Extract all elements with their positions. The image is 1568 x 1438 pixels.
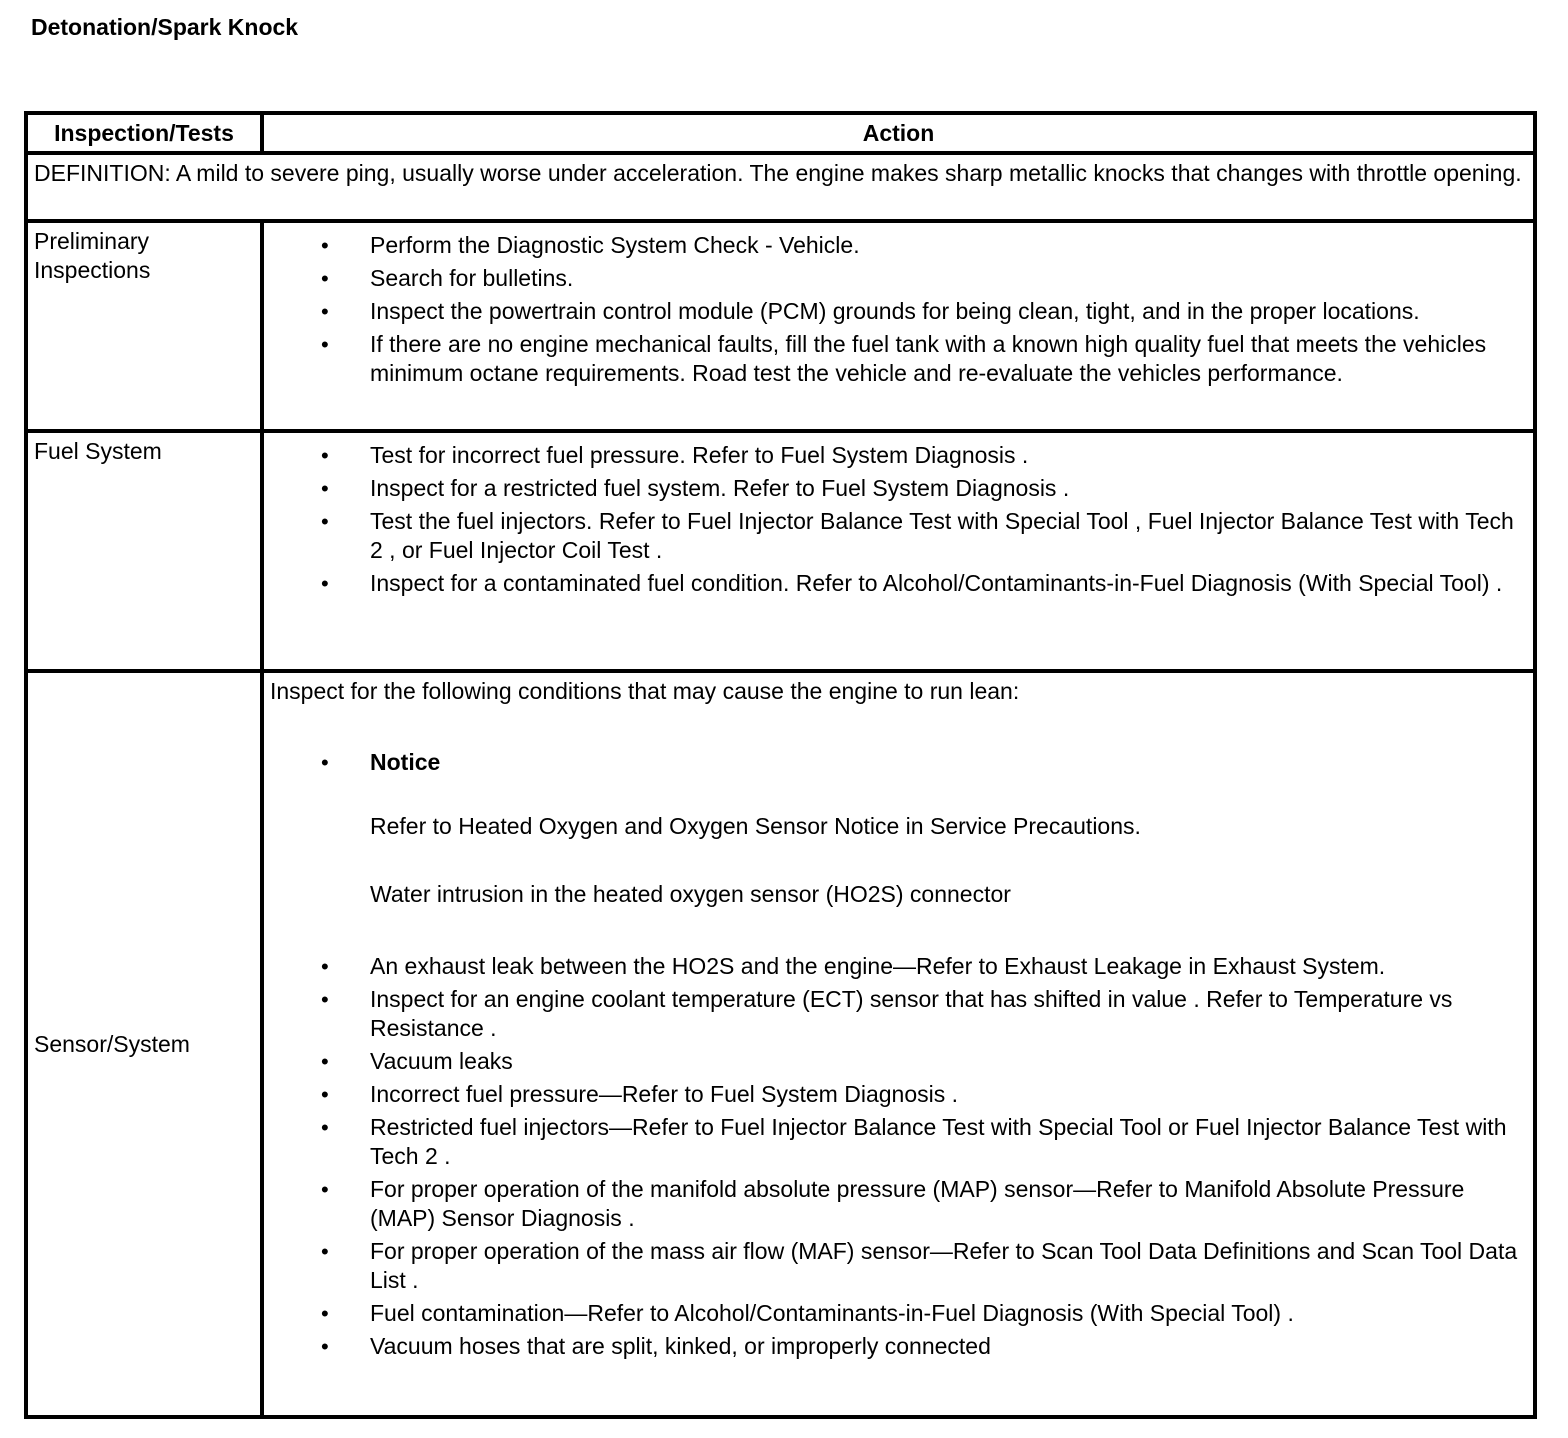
- list-item: • An exhaust leak between the HO2S and the engine—Refer to Exhaust Leakage in Exhaust System.: [321, 953, 1386, 979]
- list-item: • Test the fuel injectors. Refer to Fuel Injector Balance Test with Special Tool , Fuel Injector Balance Test with Tech 2 , or Fuel Injector Coil Test .: [321, 508, 1514, 563]
- bullet-icon: •: [321, 1239, 329, 1264]
- bullet-icon: •: [321, 443, 329, 468]
- bullet-icon: •: [321, 571, 329, 596]
- bullet-icon: •: [321, 476, 329, 501]
- bullet-icon: •: [321, 509, 329, 534]
- list-item: • Incorrect fuel pressure—Refer to Fuel System Diagnosis .: [321, 1081, 959, 1107]
- bullet-icon: •: [321, 1334, 329, 1359]
- notice-detail: Water intrusion in the heated oxygen sensor (HO2S) connector: [370, 881, 1011, 907]
- preliminary-actions: [262, 221, 1535, 431]
- definition-row: [26, 153, 1535, 221]
- bullet-icon: •: [321, 1049, 329, 1074]
- header-inspection-tests: Inspection/Tests: [26, 113, 262, 153]
- notice-item: [264, 748, 1525, 777]
- bullet-icon: •: [321, 1115, 329, 1140]
- fuel-system-label: Fuel System: [26, 431, 262, 671]
- notice-text: Refer to Heated Oxygen and Oxygen Sensor Notice in Service Precautions.: [370, 813, 1141, 839]
- sensor-system-label: Sensor/System: [26, 671, 262, 1417]
- bullet-icon: •: [321, 987, 329, 1012]
- bullet-icon: •: [321, 750, 329, 775]
- page-title: Detonation/Spark Knock: [31, 14, 299, 40]
- bullet-icon: •: [321, 954, 329, 979]
- bullet-icon: •: [321, 266, 329, 291]
- bullet-icon: •: [321, 1082, 329, 1107]
- list-item: • For proper operation of the manifold absolute pressure (MAP) sensor—Refer to Manifold Absolute Pressure (MAP) Sensor Diagnosis .: [321, 1176, 1465, 1231]
- list-item: • Vacuum leaks: [321, 1048, 513, 1074]
- bullet-icon: •: [321, 1301, 329, 1326]
- sensor-intro: Inspect for the following conditions that may cause the engine to run lean:: [270, 678, 1020, 704]
- sensor-system-list: [264, 909, 1533, 1361]
- list-item: • Inspect for a contaminated fuel condition. Refer to Alcohol/Contaminants-in-Fuel Diagnosis (With Special Tool) .: [321, 570, 1503, 596]
- preliminary-label: Preliminary Inspections: [26, 221, 262, 431]
- diagnosis-table: [24, 111, 1537, 1419]
- header-row: [26, 113, 1535, 153]
- bullet-icon: •: [321, 1177, 329, 1202]
- bullet-icon: •: [321, 332, 329, 357]
- notice-list: [264, 706, 1533, 777]
- preliminary-row: [26, 221, 1535, 431]
- list-item: • Inspect for an engine coolant temperature (ECT) sensor that has shifted in value . Refer to Temperature vs Resistance .: [321, 986, 1453, 1041]
- fuel-system-actions: [262, 431, 1535, 671]
- list-item: • For proper operation of the mass air flow (MAF) sensor—Refer to Scan Tool Data Definitions and Scan Tool Data List .: [321, 1238, 1518, 1293]
- list-item: • Inspect for a restricted fuel system. Refer to Fuel System Diagnosis .: [321, 475, 1070, 501]
- fuel-system-list: [264, 433, 1533, 598]
- list-item: • Search for bulletins.: [321, 265, 574, 291]
- list-item: • If there are no engine mechanical faults, fill the fuel tank with a known high quality fuel that meets the vehicles minimum octane requirements. Road test the vehicle and re-evaluate the vehicles performance.: [321, 331, 1487, 386]
- list-item: • Test for incorrect fuel pressure. Refer to Fuel System Diagnosis .: [321, 442, 1029, 468]
- definition-text: DEFINITION: A mild to severe ping, usually worse under acceleration. The engine makes sharp metallic knocks that changes with throttle opening.: [26, 153, 1535, 221]
- header-action: Action: [262, 113, 1535, 153]
- list-item: • Fuel contamination—Refer to Alcohol/Contaminants-in-Fuel Diagnosis (With Special Tool) .: [321, 1300, 1294, 1326]
- list-item: • Perform the Diagnostic System Check - Vehicle.: [321, 232, 860, 258]
- notice-title: Notice: [370, 749, 441, 775]
- bullet-icon: •: [321, 299, 329, 324]
- sensor-system-actions: [262, 671, 1535, 1417]
- list-item: • Inspect the powertrain control module (PCM) grounds for being clean, tight, and in the proper locations.: [321, 298, 1420, 324]
- bullet-icon: •: [321, 233, 329, 258]
- fuel-system-row: [26, 431, 1535, 671]
- sensor-system-row: [26, 671, 1535, 1417]
- preliminary-list: [264, 223, 1533, 388]
- list-item: • Vacuum hoses that are split, kinked, or improperly connected: [321, 1333, 991, 1359]
- list-item: • Restricted fuel injectors—Refer to Fuel Injector Balance Test with Special Tool or Fuel Injector Balance Test with Tech 2 .: [321, 1114, 1507, 1169]
